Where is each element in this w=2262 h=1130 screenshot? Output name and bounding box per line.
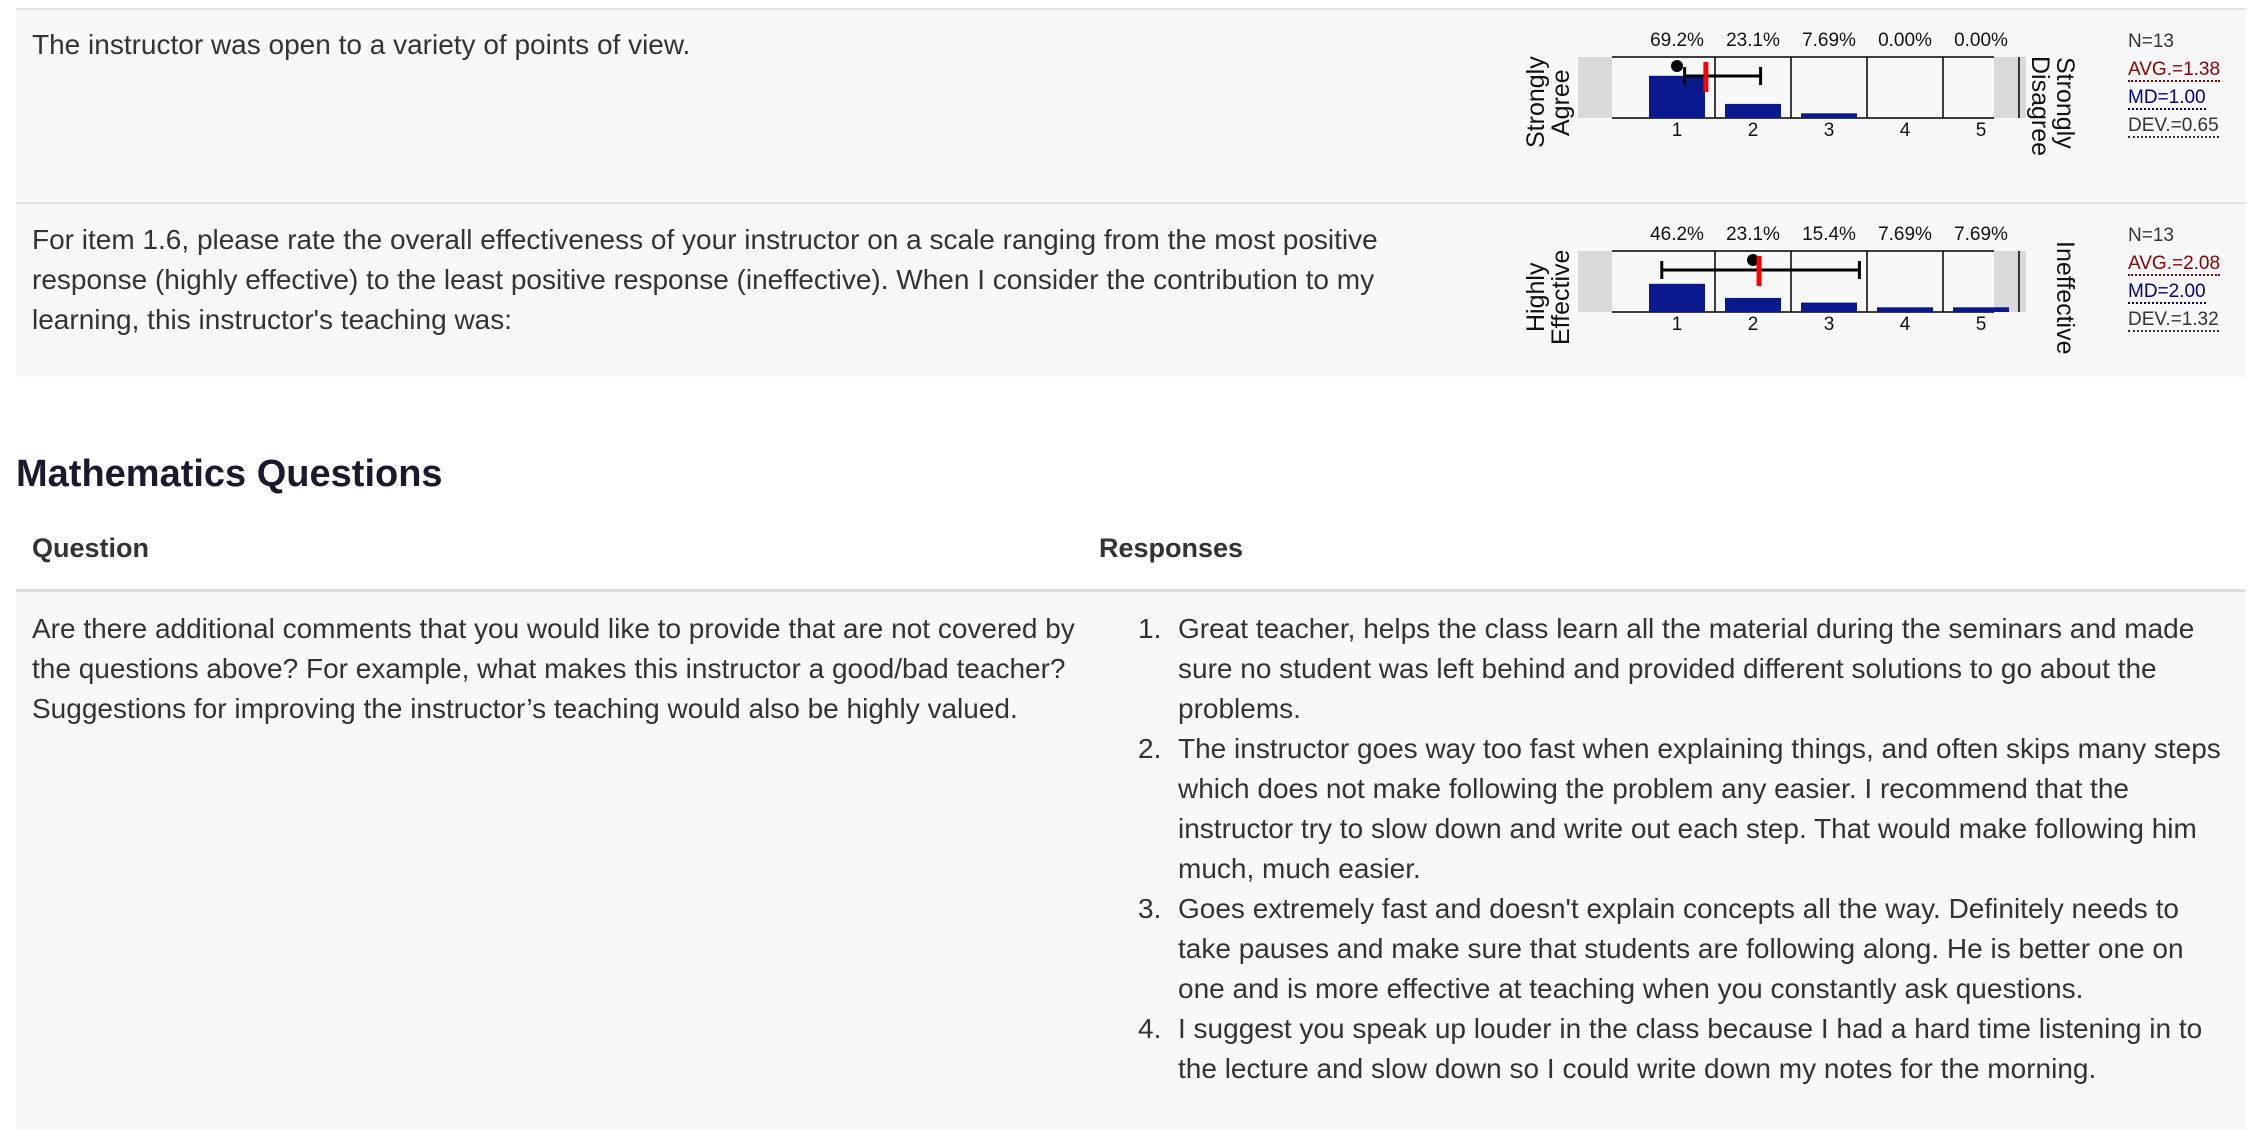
right-scale-label: Strongly Disagree	[2026, 56, 2079, 157]
percent-label: 23.1%	[1726, 224, 1780, 245]
percent-label: 46.2%	[1650, 224, 1704, 245]
scale-tick-label: 4	[1899, 314, 1911, 332]
percent-label: 15.4%	[1802, 224, 1856, 245]
average-marker	[1757, 256, 1762, 286]
percent-label: 7.69%	[1802, 30, 1856, 51]
list-item: 1. Great teacher, helps the class learn all the material during the seminars and made sure no student was left behind and provided different solutions to go about the problems.	[1138, 613, 2195, 724]
grey-panel-left	[1578, 57, 1612, 118]
scale-tick-label: 2	[1747, 314, 1759, 332]
divider	[16, 8, 2246, 10]
scale-tick-label: 3	[1823, 120, 1835, 138]
percent-label: 23.1%	[1726, 30, 1780, 51]
histogram-chart	[1566, 28, 2026, 138]
histogram-bar	[1725, 298, 1781, 312]
list-item: 4. I suggest you speak up louder in the class because I had a hard time listening in to the lecture and slow down so I could write down my notes for the morning.	[1138, 1013, 2203, 1084]
right-scale-label: Ineffective	[2051, 240, 2079, 355]
response-list	[1118, 609, 2228, 1089]
percent-label: 7.69%	[1954, 224, 2008, 245]
stat-md: MD=2.00	[2128, 281, 2206, 302]
stat-avg: AVG.=2.08	[2128, 253, 2221, 274]
question-text: The instructor was open to a variety of points of view.	[32, 29, 691, 60]
percent-label: 0.00%	[1878, 30, 1932, 51]
median-marker	[1671, 60, 1683, 72]
stat-n: N=13	[2128, 31, 2174, 52]
column-header-responses: Responses	[1099, 533, 1244, 563]
percent-label: 7.69%	[1878, 224, 1932, 245]
column-header-question: Question	[32, 533, 150, 563]
average-marker	[1703, 62, 1708, 92]
histogram-chart	[1566, 222, 2026, 332]
scale-tick-label: 5	[1975, 120, 1987, 138]
histogram-bar	[1725, 104, 1781, 118]
histogram-bar	[1877, 307, 1933, 312]
scale-tick-label: 4	[1899, 120, 1911, 138]
comment-question: Are there additional comments that you would like to provide that are not covered by the questions above? For example, what makes this instructor a good/bad teacher? Suggestions for improving the instructor’s teaching would also be highly valued.	[32, 613, 1075, 724]
scale-tick-label: 3	[1823, 314, 1835, 332]
scale-tick-label: 5	[1975, 314, 1987, 332]
stats-block	[2128, 28, 2220, 140]
section-title: Mathematics Questions	[16, 453, 443, 495]
stat-avg: AVG.=1.38	[2128, 59, 2221, 80]
stats-block	[2128, 222, 2220, 334]
grey-panel-right	[1994, 251, 2026, 312]
scale-tick-label: 2	[1747, 120, 1759, 138]
question-text: For item 1.6, please rate the overall effectiveness of your instructor on a scale ranging from the most positive response (highly effective) to the least positive response (ineffective). When I consider the contribution to my learning, this instructor's teaching was:	[32, 224, 1378, 335]
histogram-bar	[1801, 303, 1857, 312]
scale-tick-label: 1	[1671, 120, 1683, 138]
grey-panel-left	[1578, 251, 1612, 312]
stat-dev: DEV.=0.65	[2128, 115, 2219, 136]
histogram-bar	[1801, 113, 1857, 118]
left-scale-label: Highly Effective	[1522, 249, 1575, 345]
percent-label: 0.00%	[1954, 30, 2008, 51]
histogram-bar	[1953, 307, 2009, 312]
list-item: 2. The instructor goes way too fast when explaining things, and often skips many steps which does not make following the problem any easier. I recommend that the instructor try to slow down and write out each step. That would make following him much, much easier.	[1138, 733, 2221, 884]
scale-tick-label: 1	[1671, 314, 1683, 332]
stat-md: MD=1.00	[2128, 87, 2206, 108]
percent-label: 69.2%	[1650, 30, 1704, 51]
list-item: 3. Goes extremely fast and doesn't explain concepts all the way. Definitely needs to take pauses and make sure that students are following along. He is better one on one and is more effective at teaching when you constantly ask questions.	[1138, 893, 2184, 1004]
histogram-bar	[1649, 76, 1705, 118]
histogram-bar	[1649, 284, 1705, 312]
stat-dev: DEV.=1.32	[2128, 309, 2219, 330]
left-scale-label: Strongly Agree	[1522, 56, 1575, 149]
stat-n: N=13	[2128, 225, 2174, 246]
grey-panel-right	[1994, 57, 2026, 118]
